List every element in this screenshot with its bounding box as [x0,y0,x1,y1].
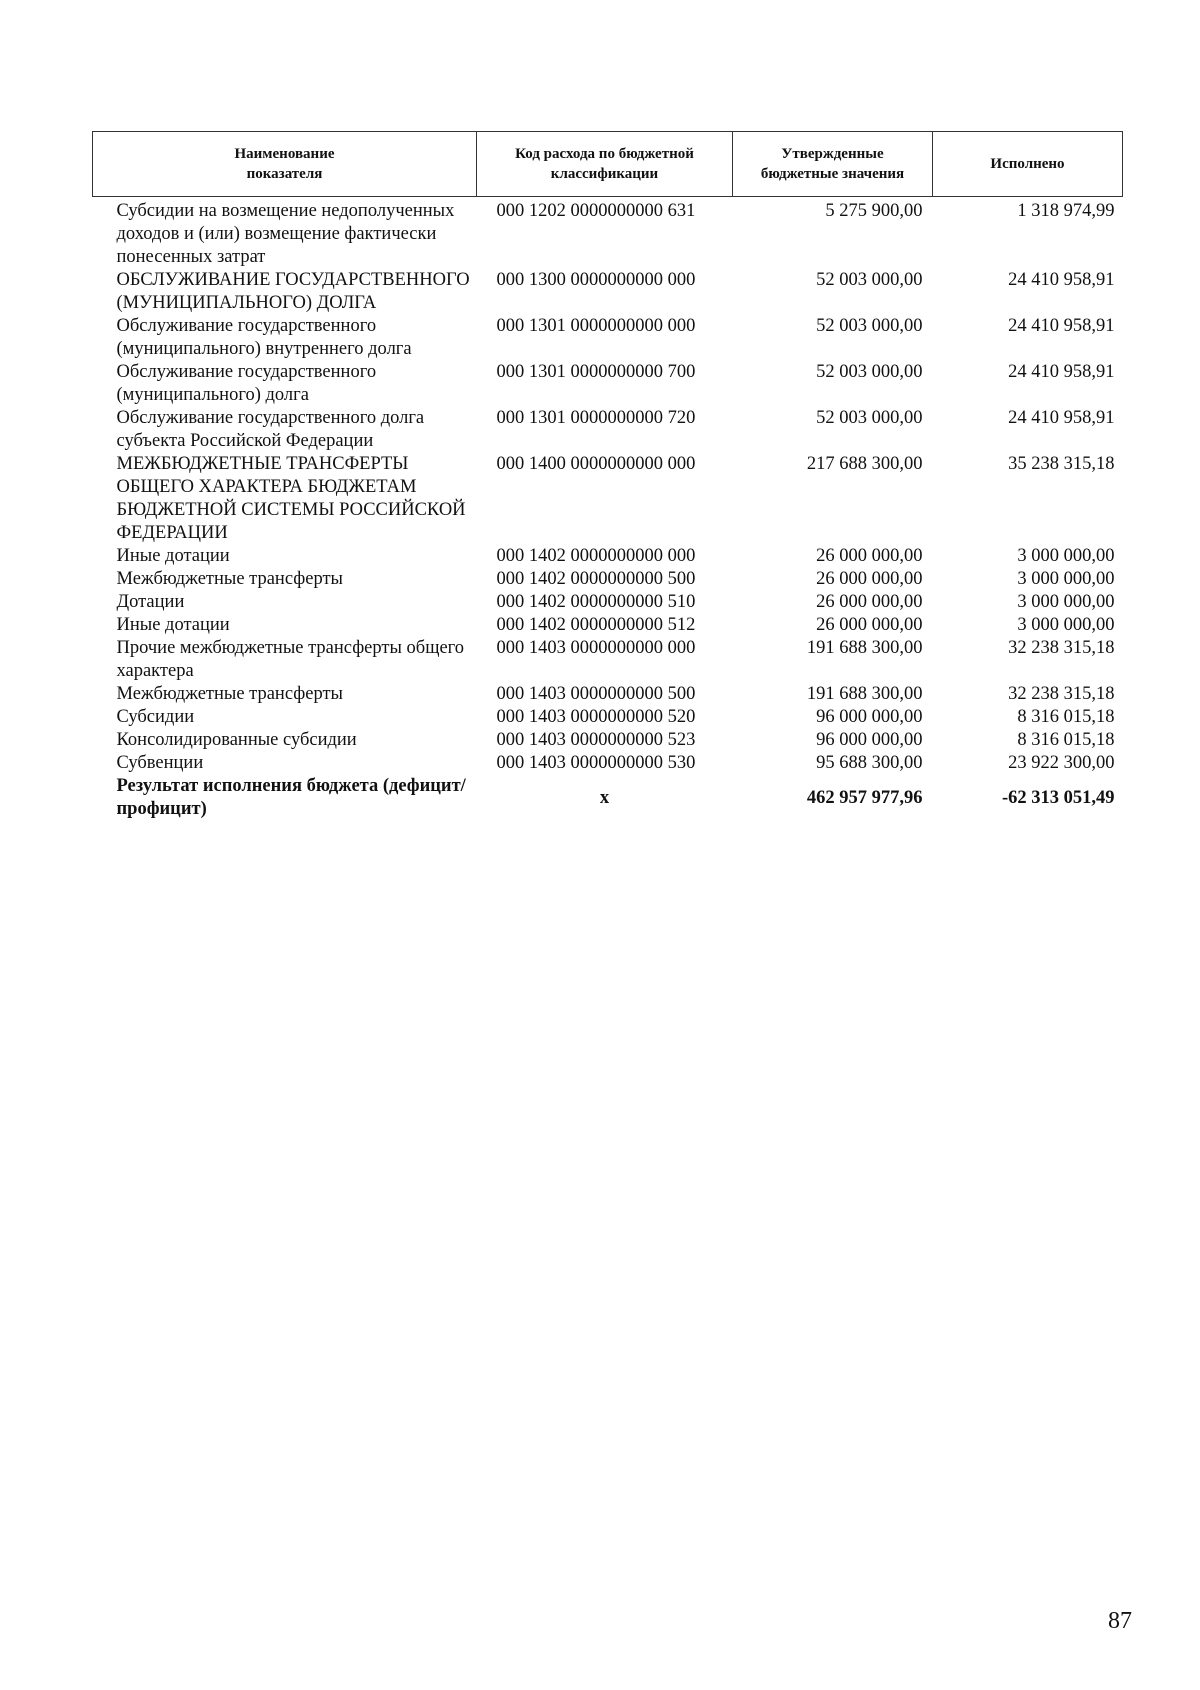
row-expense-code: 000 1402 0000000000 510 [496,592,696,612]
header-row [93,132,1123,197]
header-expense-code [477,132,733,197]
row-approved-value: 52 003 000,00 [816,362,923,382]
row-executed-value: 3 000 000,00 [1017,592,1115,612]
row-executed-value: 24 410 958,91 [1008,362,1115,382]
row-indicator-name: Межбюджетные трансферты [116,684,343,704]
row-indicator-name: Прочие межбюджетные трансферты общего характера [116,638,465,681]
row-expense-code: 000 1301 0000000000 720 [496,408,696,428]
table-row [93,453,1123,545]
result-approved-value: 462 957 977,96 [806,787,923,808]
row-expense-code: 000 1402 0000000000 000 [496,546,696,566]
header-executed-line1: Исполнено [990,156,1065,172]
header-expense-code-line2: классификации [550,166,659,182]
row-executed-value: 24 410 958,91 [1008,408,1115,428]
row-expense-code: 000 1402 0000000000 500 [496,569,696,589]
row-expense-code: 000 1403 0000000000 500 [496,684,696,704]
result-executed-value: -62 313 051,49 [1001,787,1115,808]
table-row [93,591,1123,614]
result-indicator-name: Результат исполнения бюджета (дефицит/профицит) [116,776,466,819]
row-indicator-name: Иные дотации [116,615,230,635]
row-expense-code: 000 1403 0000000000 523 [496,730,696,750]
row-executed-value: 24 410 958,91 [1008,316,1115,336]
row-expense-code: 000 1403 0000000000 530 [496,753,696,773]
row-expense-code: 000 1403 0000000000 520 [496,707,696,727]
header-indicator-name [93,132,477,197]
table-row [93,361,1123,407]
row-executed-value: 32 238 315,18 [1008,684,1115,704]
row-executed-value: 8 316 015,18 [1017,707,1115,727]
row-indicator-name: МЕЖБЮДЖЕТНЫЕ ТРАНСФЕРТЫ ОБЩЕГО ХАРАКТЕРА БЮДЖЕТАМ БЮДЖЕТНОЙ СИСТЕМЫ РОССИЙСКОЙ ФЕДЕРАЦИИ [116,454,466,543]
row-indicator-name: Обслуживание государственного (муниципального) внутреннего долга [116,316,412,359]
row-indicator-name: Консолидированные субсидии [116,730,357,750]
row-indicator-name: Субвенции [116,753,204,773]
row-executed-value: 1 318 974,99 [1017,201,1115,221]
row-approved-value: 96 000 000,00 [816,730,923,750]
header-indicator-name-line1: Наименование [234,146,335,162]
row-expense-code: 000 1202 0000000000 631 [496,201,696,221]
row-approved-value: 5 275 900,00 [825,201,923,221]
row-expense-code: 000 1301 0000000000 000 [496,316,696,336]
row-approved-value: 52 003 000,00 [816,270,923,290]
result-expense-code: x [599,787,610,808]
table-row [93,269,1123,315]
row-indicator-name: ОБСЛУЖИВАНИЕ ГОСУДАРСТВЕННОГО (МУНИЦИПАЛЬНОГО) ДОЛГА [116,270,470,313]
table-row [93,637,1123,683]
row-expense-code: 000 1400 0000000000 000 [496,454,696,474]
row-expense-code: 000 1403 0000000000 000 [496,638,696,658]
budget-execution-table [92,131,1123,821]
header-expense-code-line1: Код расхода по бюджетной [515,146,694,162]
header-approved-values-line2: бюджетные значения [760,166,905,182]
row-indicator-name: Межбюджетные трансферты [116,569,343,589]
row-executed-value: 3 000 000,00 [1017,546,1115,566]
table-row [93,706,1123,729]
row-executed-value: 32 238 315,18 [1008,638,1115,658]
row-approved-value: 217 688 300,00 [806,454,923,474]
table-row [93,545,1123,568]
header-executed [933,132,1123,197]
header-approved-values-line1: Утвержденные [781,146,884,162]
table-row [93,752,1123,775]
row-indicator-name: Иные дотации [116,546,230,566]
table-row [93,614,1123,637]
page-number: 87 [1108,1608,1132,1634]
row-approved-value: 96 000 000,00 [816,707,923,727]
row-approved-value: 95 688 300,00 [816,753,923,773]
row-expense-code: 000 1402 0000000000 512 [496,615,696,635]
table-row [93,197,1123,270]
row-expense-code: 000 1301 0000000000 700 [496,362,696,382]
row-executed-value: 3 000 000,00 [1017,615,1115,635]
row-indicator-name: Субсидии [116,707,195,727]
table-row [93,315,1123,361]
row-executed-value: 35 238 315,18 [1008,454,1115,474]
row-indicator-name: Дотации [116,592,185,612]
table-body [93,197,1123,822]
row-indicator-name: Обслуживание государственного долга субъекта Российской Федерации [116,408,425,451]
row-executed-value: 8 316 015,18 [1017,730,1115,750]
row-approved-value: 52 003 000,00 [816,408,923,428]
row-approved-value: 26 000 000,00 [816,546,923,566]
row-indicator-name: Субсидии на возмещение недополученных доходов и (или) возмещение фактически понесенных затрат [116,201,455,267]
table-row [93,683,1123,706]
result-row [93,775,1123,821]
row-approved-value: 26 000 000,00 [816,615,923,635]
row-executed-value: 3 000 000,00 [1017,569,1115,589]
header-indicator-name-line2: показателя [246,166,323,182]
table-row [93,407,1123,453]
header-approved-values [733,132,933,197]
row-approved-value: 191 688 300,00 [806,638,923,658]
row-approved-value: 26 000 000,00 [816,592,923,612]
row-approved-value: 26 000 000,00 [816,569,923,589]
table-header [93,132,1123,197]
row-indicator-name: Обслуживание государственного (муниципального) долга [116,362,377,405]
table-row [93,568,1123,591]
row-expense-code: 000 1300 0000000000 000 [496,270,696,290]
row-executed-value: 23 922 300,00 [1008,753,1115,773]
row-executed-value: 24 410 958,91 [1008,270,1115,290]
row-approved-value: 191 688 300,00 [806,684,923,704]
table-row [93,729,1123,752]
row-approved-value: 52 003 000,00 [816,316,923,336]
